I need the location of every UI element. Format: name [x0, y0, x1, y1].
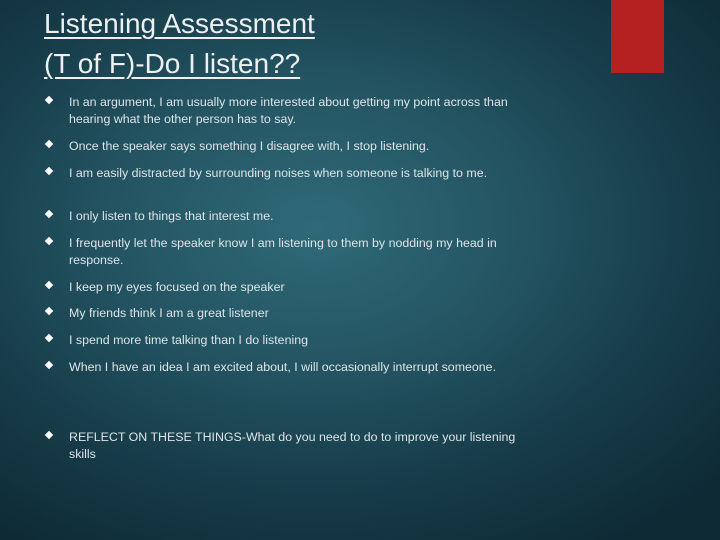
diamond-bullet-icon: [45, 281, 53, 289]
diamond-bullet-icon: [45, 361, 53, 369]
diamond-bullet-icon: [45, 237, 53, 245]
bullet-text: Once the speaker says something I disagree with, I stop listening.: [69, 139, 430, 153]
diamond-bullet-icon: [45, 96, 53, 104]
diamond-bullet-icon: [45, 210, 53, 218]
diamond-bullet-icon: [45, 307, 53, 315]
diamond-bullet-icon: [45, 334, 53, 342]
bullet-text: I frequently let the speaker know I am listening to them by nodding my head in response.: [69, 236, 497, 267]
bullet-text: In an argument, I am usually more interested about getting my point across than hearing what the other person has to say.: [69, 95, 508, 126]
title-line-1: Listening Assessment: [44, 8, 315, 39]
bullet-text: REFLECT ON THESE THINGS-What do you need to do to improve your listening skills: [69, 430, 516, 461]
diamond-bullet-icon: [45, 431, 53, 439]
bullet-text: When I have an idea I am excited about, I will occasionally interrupt someone.: [69, 360, 497, 374]
diamond-bullet-icon: [45, 167, 53, 175]
bullet-text: I spend more time talking than I do listening: [69, 333, 308, 347]
bullet-text: My friends think I am a great listener: [69, 306, 269, 320]
bullet-text: I only listen to things that interest me.: [69, 209, 274, 223]
title-line-2: (T of F)-Do I listen??: [44, 48, 301, 79]
bullet-text: I keep my eyes focused on the speaker: [69, 280, 285, 294]
diamond-bullet-icon: [45, 140, 53, 148]
bullet-text: I am easily distracted by surrounding noises when someone is talking to me.: [69, 166, 488, 180]
